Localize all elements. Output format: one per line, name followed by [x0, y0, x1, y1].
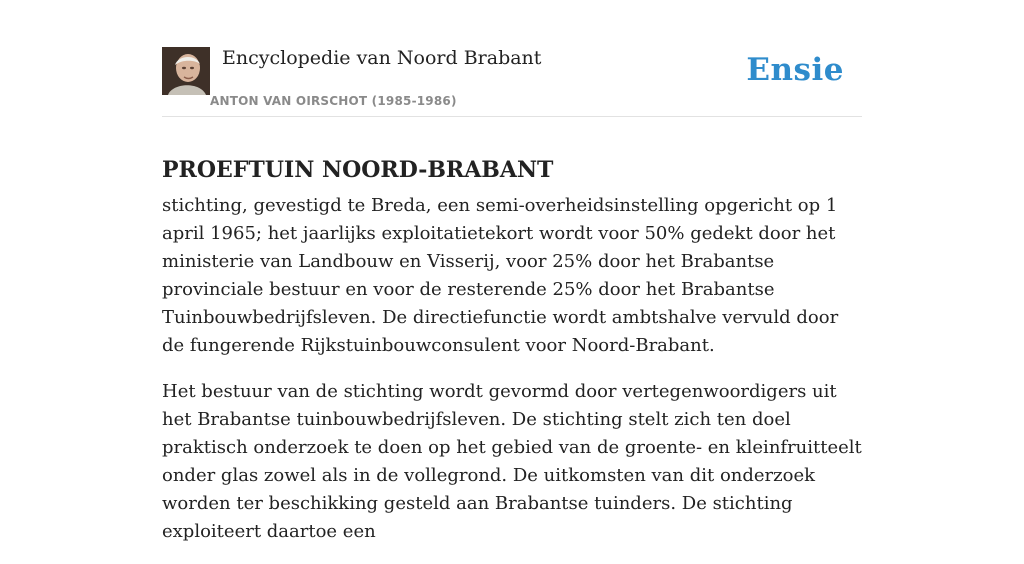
- author-avatar[interactable]: [162, 47, 210, 95]
- ensie-logo[interactable]: Ensie: [746, 52, 844, 88]
- author-portrait-icon: [162, 47, 210, 95]
- source-title[interactable]: Encyclopedie van Noord Brabant: [222, 47, 542, 69]
- author-name[interactable]: ANTON VAN OIRSCHOT (1985-1986): [210, 94, 457, 108]
- article-title: PROEFTUIN NOORD-BRABANT: [162, 156, 554, 183]
- article-header: [162, 0, 862, 117]
- article-content: [162, 192, 862, 564]
- article-paragraph: stichting, gevestigd te Breda, een semi-overheidsinstelling opgericht op 1 april 1965; het jaarlijks exploitatietekort wordt voor 50% gedekt door het ministerie van Landbouw en Visserij, voor 25% door het Brabantse provinciale bestuur en voor de resterende 25% door het Brabantse Tuinbouwbedrijfsleven. De directiefunctie wordt ambtshalve vervuld door de fungerende Rijkstuinbouwconsulent voor Noord-Brabant.: [162, 195, 839, 356]
- article-paragraph: Het bestuur van de stichting wordt gevormd door vertegenwoordigers uit het Brabantse tuinbouwbedrijfsleven. De stichting stelt zich ten doel praktisch onderzoek te doen op het gebied van de groente- en kleinfruitteelt onder glas zowel als in de vollegrond. De uitkomsten van dit onderzoek worden ter beschikking gesteld aan Brabantse tuinders. De stichting exploiteert daartoe een: [162, 381, 862, 542]
